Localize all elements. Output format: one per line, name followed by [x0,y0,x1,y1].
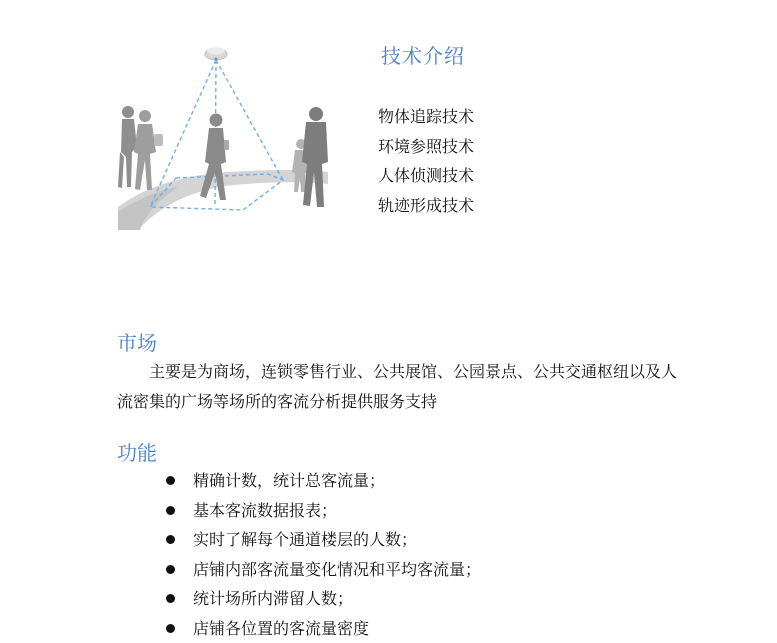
bullet-icon [166,506,175,515]
bullet-icon [166,565,175,574]
bullet-icon [166,476,175,485]
camera-scene-graphic [118,22,328,232]
technology-heading: 技术介绍 [381,40,465,69]
function-item-label: 统计场所内滞留人数； [193,589,353,608]
function-item-label: 店铺内部客流量变化情况和平均客流量； [193,560,481,579]
people-counting-illustration [118,22,328,232]
functions-heading: 功能 [117,437,157,466]
function-item [164,584,481,614]
market-heading: 市场 [117,327,157,356]
bullet-icon [166,594,175,603]
technology-item: 物体追踪技术 [378,102,474,132]
bullet-icon [166,535,175,544]
market-description: 主要是为商场，连锁零售行业、公共展馆、公园景点、公共交通枢纽以及人流密集的广场等场所的客流分析提供服务支持 [117,357,677,417]
function-item-label: 精确计数，统计总客流量； [193,471,385,490]
function-item [164,555,481,585]
functions-list [164,466,481,643]
function-item-label: 店铺各位置的客流量密度 [193,619,369,638]
function-item [164,466,481,496]
ceiling-camera-icon [205,48,227,61]
function-item [164,614,481,643]
function-item-label: 实时了解每个通道楼层的人数； [193,530,417,549]
function-item [164,496,481,526]
technology-item: 轨迹形成技术 [378,191,474,221]
function-item [164,525,481,555]
technology-item: 环境参照技术 [378,132,474,162]
bullet-icon [166,624,175,633]
technology-item: 人体侦测技术 [378,161,474,191]
technology-list [378,102,474,220]
function-item-label: 基本客流数据报表； [193,501,337,520]
